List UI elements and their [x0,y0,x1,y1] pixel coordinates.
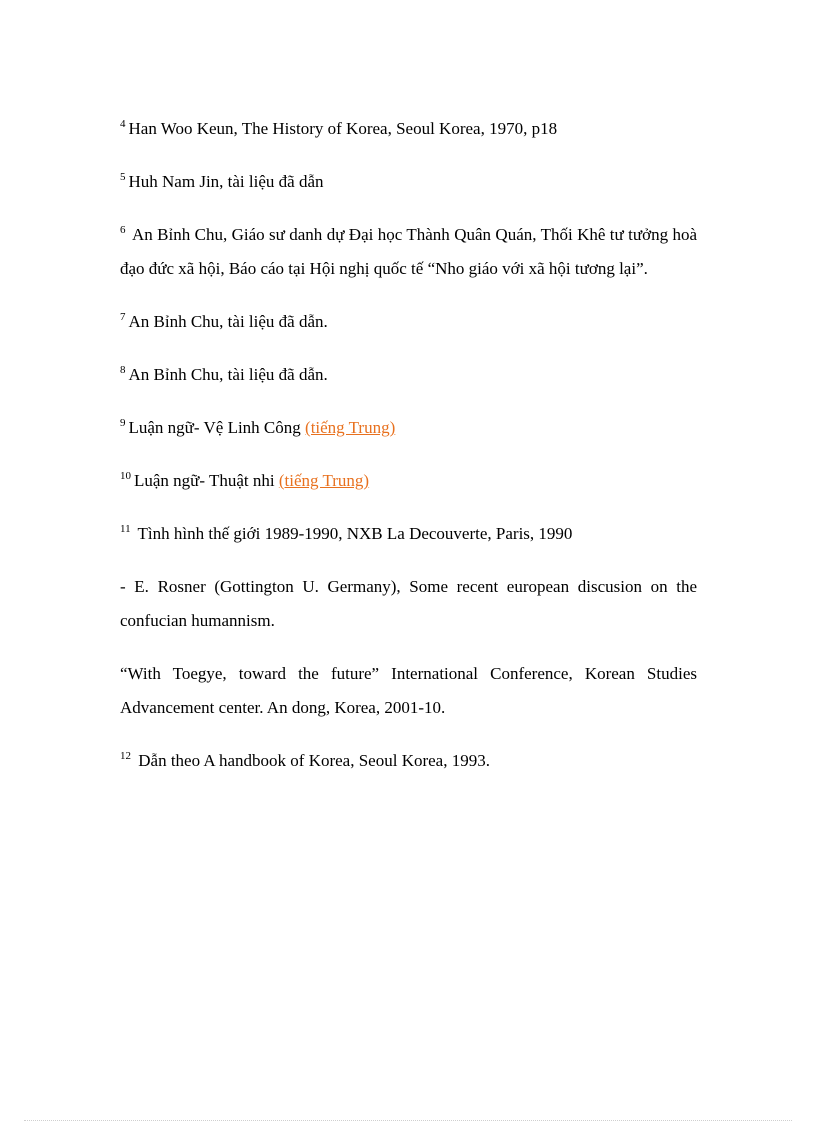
tieng-trung-link[interactable]: (tiếng Trung) [278,471,370,490]
footnote-number: 10 [120,470,131,482]
footnotes-page [120,112,697,797]
tieng-trung-link[interactable]: (tiếng Trung) [305,418,396,437]
footnote-text: Dẫn theo A handbook of Korea, Seoul Korea, 1993. [138,751,490,770]
footnote-10 [120,464,697,498]
footnote-12 [120,744,697,778]
footnote-text: Han Woo Keun, The History of Korea, Seoul Korea, 1970, p18 [128,119,558,138]
footnote-text: Tình hình thế giới 1989-1990, NXB La Decouverte, Paris, 1990 [137,524,573,543]
footnote-8 [120,358,697,392]
footnote-number: 12 [120,750,131,762]
footnote-number: 8 [120,364,126,376]
footnote-number: 5 [120,171,126,183]
footnote-4 [120,112,697,146]
footnote-number: 6 [120,224,126,236]
footnote-9 [120,411,697,445]
footnote-number: 9 [120,417,126,429]
footnote-text: An Bỉnh Chu, tài liệu đã dẫn. [128,312,328,331]
footnote-6 [120,218,697,286]
reference-paragraph-toegye: “With Toegye, toward the future” International Conference, Korean Studies Advancement center. An dong, Korea, 2001-10. [120,664,697,717]
footnote-number: 7 [120,311,126,323]
footnote-number: 4 [120,118,126,130]
footnote-text: Luận ngữ- Thuật nhi [134,471,279,490]
footnote-text: Luận ngữ- Vệ Linh Công [128,418,306,437]
footnote-7 [120,305,697,339]
footnote-number: 11 [120,523,131,535]
page-bottom-divider [24,1120,792,1121]
footnote-5 [120,165,697,199]
footnote-11 [120,517,697,551]
footnote-text: An Bỉnh Chu, Giáo sư danh dự Đại học Thành Quân Quán, Thối Khê tư tưởng hoà đạo đức xã hội, Báo cáo tại Hội nghị quốc tế “Nho giáo với xã hội tương lại”. [120,225,698,278]
footnote-text: Huh Nam Jin, tài liệu đã dẫn [128,172,324,191]
reference-paragraph-rosner: - E. Rosner (Gottington U. Germany), Some recent european discusion on the confucian humannism. [120,577,697,630]
footnote-text: An Bỉnh Chu, tài liệu đã dẫn. [128,365,328,384]
